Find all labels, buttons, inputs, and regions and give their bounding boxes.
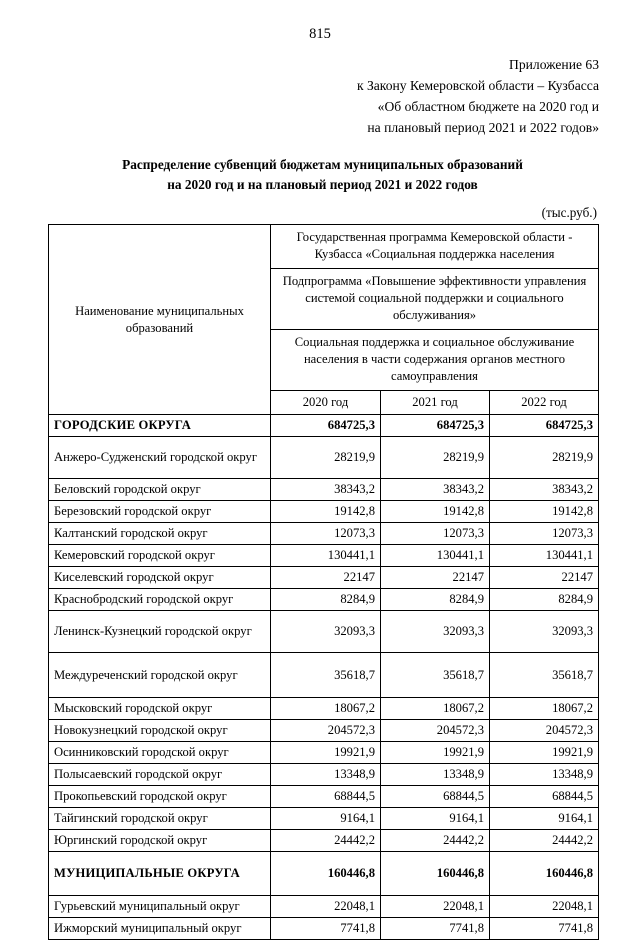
row-value-2020: 24442,2 [271, 830, 381, 852]
row-value-2020: 22147 [271, 567, 381, 589]
row-value-2022: 130441,1 [490, 545, 599, 567]
row-municipality-name: Киселевский городской округ [49, 567, 271, 589]
table-data-rows [49, 415, 599, 940]
row-value-2021: 12073,3 [381, 523, 490, 545]
row-municipality-name: Прокопьевский городской округ [49, 786, 271, 808]
row-municipality-name: Беловский городской округ [49, 479, 271, 501]
row-value-2021: 18067,2 [381, 698, 490, 720]
table-row [49, 589, 599, 611]
row-value-2021: 38343,2 [381, 479, 490, 501]
row-municipality-name: Новокузнецкий городской округ [49, 720, 271, 742]
row-municipality-name: Калтанский городской округ [49, 523, 271, 545]
row-value-2022: 32093,3 [490, 611, 599, 653]
table-row [49, 698, 599, 720]
row-value-2021: 19142,8 [381, 501, 490, 523]
row-value-2021: 22048,1 [381, 896, 490, 918]
table-row [49, 567, 599, 589]
table-row [49, 764, 599, 786]
header-cell-program: Государственная программа Кемеровской области - Кузбасса «Социальная поддержка населения [271, 225, 599, 269]
row-municipality-name: Ижморский муниципальный округ [49, 918, 271, 940]
row-value-2022: 22048,1 [490, 896, 599, 918]
row-municipality-name: Мысковский городской округ [49, 698, 271, 720]
row-value-2020: 35618,7 [271, 653, 381, 698]
row-municipality-name: Юргинский городской округ [49, 830, 271, 852]
row-municipality-name: Ленинск-Кузнецкий городской округ [49, 611, 271, 653]
row-group-name: МУНИЦИПАЛЬНЫЕ ОКРУГА [49, 852, 271, 896]
subvention-table-container [48, 224, 598, 940]
row-value-2022: 204572,3 [490, 720, 599, 742]
table-row [49, 523, 599, 545]
row-value-2020: 38343,2 [271, 479, 381, 501]
row-value-2021: 130441,1 [381, 545, 490, 567]
row-value-2021: 35618,7 [381, 653, 490, 698]
row-value-2021: 19921,9 [381, 742, 490, 764]
table-row [49, 918, 599, 940]
table-row [49, 479, 599, 501]
row-municipality-name: Березовский городской округ [49, 501, 271, 523]
table-row [49, 896, 599, 918]
header-cell-name-column: Наименование муниципальных образований [49, 225, 271, 415]
row-value-2020: 28219,9 [271, 437, 381, 479]
row-municipality-name: Гурьевский муниципальный округ [49, 896, 271, 918]
row-value-2020: 9164,1 [271, 808, 381, 830]
table-row [49, 545, 599, 567]
row-municipality-name: Междуреченский городской округ [49, 653, 271, 698]
row-value-2022: 684725,3 [490, 415, 599, 437]
row-value-2020: 18067,2 [271, 698, 381, 720]
row-value-2020: 7741,8 [271, 918, 381, 940]
table-row [49, 742, 599, 764]
row-value-2021: 8284,9 [381, 589, 490, 611]
row-value-2022: 160446,8 [490, 852, 599, 896]
reference-line-1: Приложение 63 [509, 57, 599, 72]
table-row [49, 437, 599, 479]
row-value-2022: 28219,9 [490, 437, 599, 479]
table-row [49, 852, 599, 896]
row-municipality-name: Осинниковский городской округ [49, 742, 271, 764]
row-value-2020: 12073,3 [271, 523, 381, 545]
row-municipality-name: Анжеро-Судженский городской округ [49, 437, 271, 479]
row-value-2021: 13348,9 [381, 764, 490, 786]
header-cell-measure: Социальная поддержка и социальное обслуживание населения в части содержания органов местного самоуправления [271, 330, 599, 391]
table-row [49, 415, 599, 437]
row-value-2021: 7741,8 [381, 918, 490, 940]
row-value-2022: 18067,2 [490, 698, 599, 720]
document-title-line-1: Распределение субвенций бюджетам муниципальных образований [122, 157, 523, 172]
row-value-2020: 68844,5 [271, 786, 381, 808]
row-value-2021: 32093,3 [381, 611, 490, 653]
row-value-2020: 13348,9 [271, 764, 381, 786]
row-value-2022: 7741,8 [490, 918, 599, 940]
document-title [50, 155, 595, 195]
header-cell-year-2021: 2021 год [381, 391, 490, 415]
row-value-2021: 24442,2 [381, 830, 490, 852]
row-value-2020: 22048,1 [271, 896, 381, 918]
row-group-name: ГОРОДСКИЕ ОКРУГА [49, 415, 271, 437]
table-row [49, 501, 599, 523]
reference-line-4: на плановый период 2021 и 2022 годов» [367, 120, 599, 135]
row-value-2021: 22147 [381, 567, 490, 589]
subvention-table [48, 224, 599, 940]
table-row [49, 786, 599, 808]
row-value-2022: 13348,9 [490, 764, 599, 786]
row-value-2022: 19142,8 [490, 501, 599, 523]
header-cell-year-2022: 2022 год [490, 391, 599, 415]
table-body [49, 225, 599, 415]
row-municipality-name: Полысаевский городской округ [49, 764, 271, 786]
header-cell-subprogram: Подпрограмма «Повышение эффективности управления системой социальной поддержки и социального обслуживания» [271, 269, 599, 330]
row-value-2022: 19921,9 [490, 742, 599, 764]
table-row [49, 611, 599, 653]
table-row [49, 830, 599, 852]
row-municipality-name: Тайгинский городской округ [49, 808, 271, 830]
row-value-2020: 8284,9 [271, 589, 381, 611]
row-value-2020: 130441,1 [271, 545, 381, 567]
row-value-2022: 8284,9 [490, 589, 599, 611]
row-value-2020: 204572,3 [271, 720, 381, 742]
row-value-2020: 19142,8 [271, 501, 381, 523]
page-number: 815 [309, 26, 331, 42]
row-value-2022: 12073,3 [490, 523, 599, 545]
row-value-2022: 35618,7 [490, 653, 599, 698]
units-note: (тыс.руб.) [541, 205, 597, 220]
row-municipality-name: Краснобродский городской округ [49, 589, 271, 611]
row-value-2020: 160446,8 [271, 852, 381, 896]
appendix-reference-block [179, 54, 599, 138]
row-value-2022: 38343,2 [490, 479, 599, 501]
row-value-2022: 22147 [490, 567, 599, 589]
row-value-2022: 9164,1 [490, 808, 599, 830]
row-value-2020: 684725,3 [271, 415, 381, 437]
row-value-2021: 204572,3 [381, 720, 490, 742]
row-value-2021: 9164,1 [381, 808, 490, 830]
reference-line-2: к Закону Кемеровской области – Кузбасса [356, 78, 599, 93]
row-value-2021: 684725,3 [381, 415, 490, 437]
row-value-2020: 32093,3 [271, 611, 381, 653]
row-value-2022: 68844,5 [490, 786, 599, 808]
header-row-program [49, 225, 599, 269]
row-value-2020: 19921,9 [271, 742, 381, 764]
table-row [49, 720, 599, 742]
row-municipality-name: Кемеровский городской округ [49, 545, 271, 567]
document-title-line-2: на 2020 год и на плановый период 2021 и 2022 годов [167, 177, 478, 192]
table-row [49, 808, 599, 830]
row-value-2021: 68844,5 [381, 786, 490, 808]
header-cell-year-2020: 2020 год [271, 391, 381, 415]
reference-line-3: «Об областном бюджете на 2020 год и [377, 99, 599, 114]
table-row [49, 653, 599, 698]
row-value-2022: 24442,2 [490, 830, 599, 852]
row-value-2021: 28219,9 [381, 437, 490, 479]
row-value-2021: 160446,8 [381, 852, 490, 896]
